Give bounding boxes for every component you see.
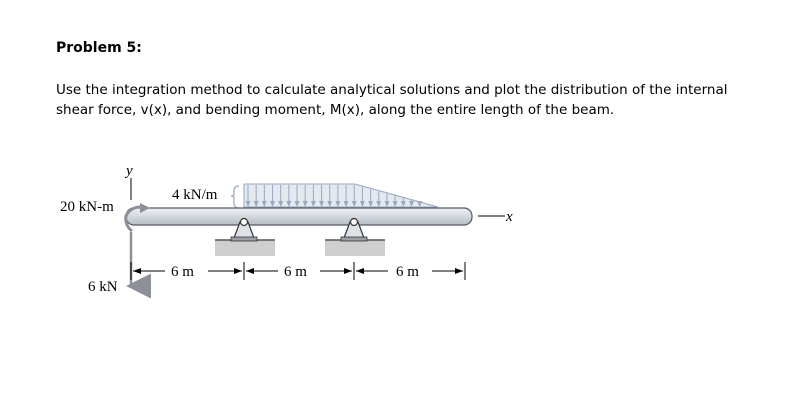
span-label-3: 6 m bbox=[396, 264, 419, 280]
load-label: 4 kN/m bbox=[172, 187, 218, 203]
problem-title: Problem 5: bbox=[56, 40, 142, 56]
moment-label: 20 kN-m bbox=[60, 199, 114, 215]
statement-line-2: shear force, v(x), and bending moment, M(x), along the entire length of the beam. bbox=[56, 102, 615, 118]
force-label: 6 kN bbox=[88, 279, 118, 295]
y-axis-label: y bbox=[126, 163, 133, 179]
x-axis-label: x bbox=[506, 209, 513, 225]
statement-line-1: Use the integration method to calculate analytical solutions and plot the distribution of the internal bbox=[56, 82, 728, 98]
load-bracket bbox=[231, 186, 239, 208]
distributed-load bbox=[231, 184, 438, 208]
span-label-2: 6 m bbox=[284, 264, 307, 280]
span-label-1: 6 m bbox=[171, 264, 194, 280]
beam bbox=[126, 208, 472, 225]
